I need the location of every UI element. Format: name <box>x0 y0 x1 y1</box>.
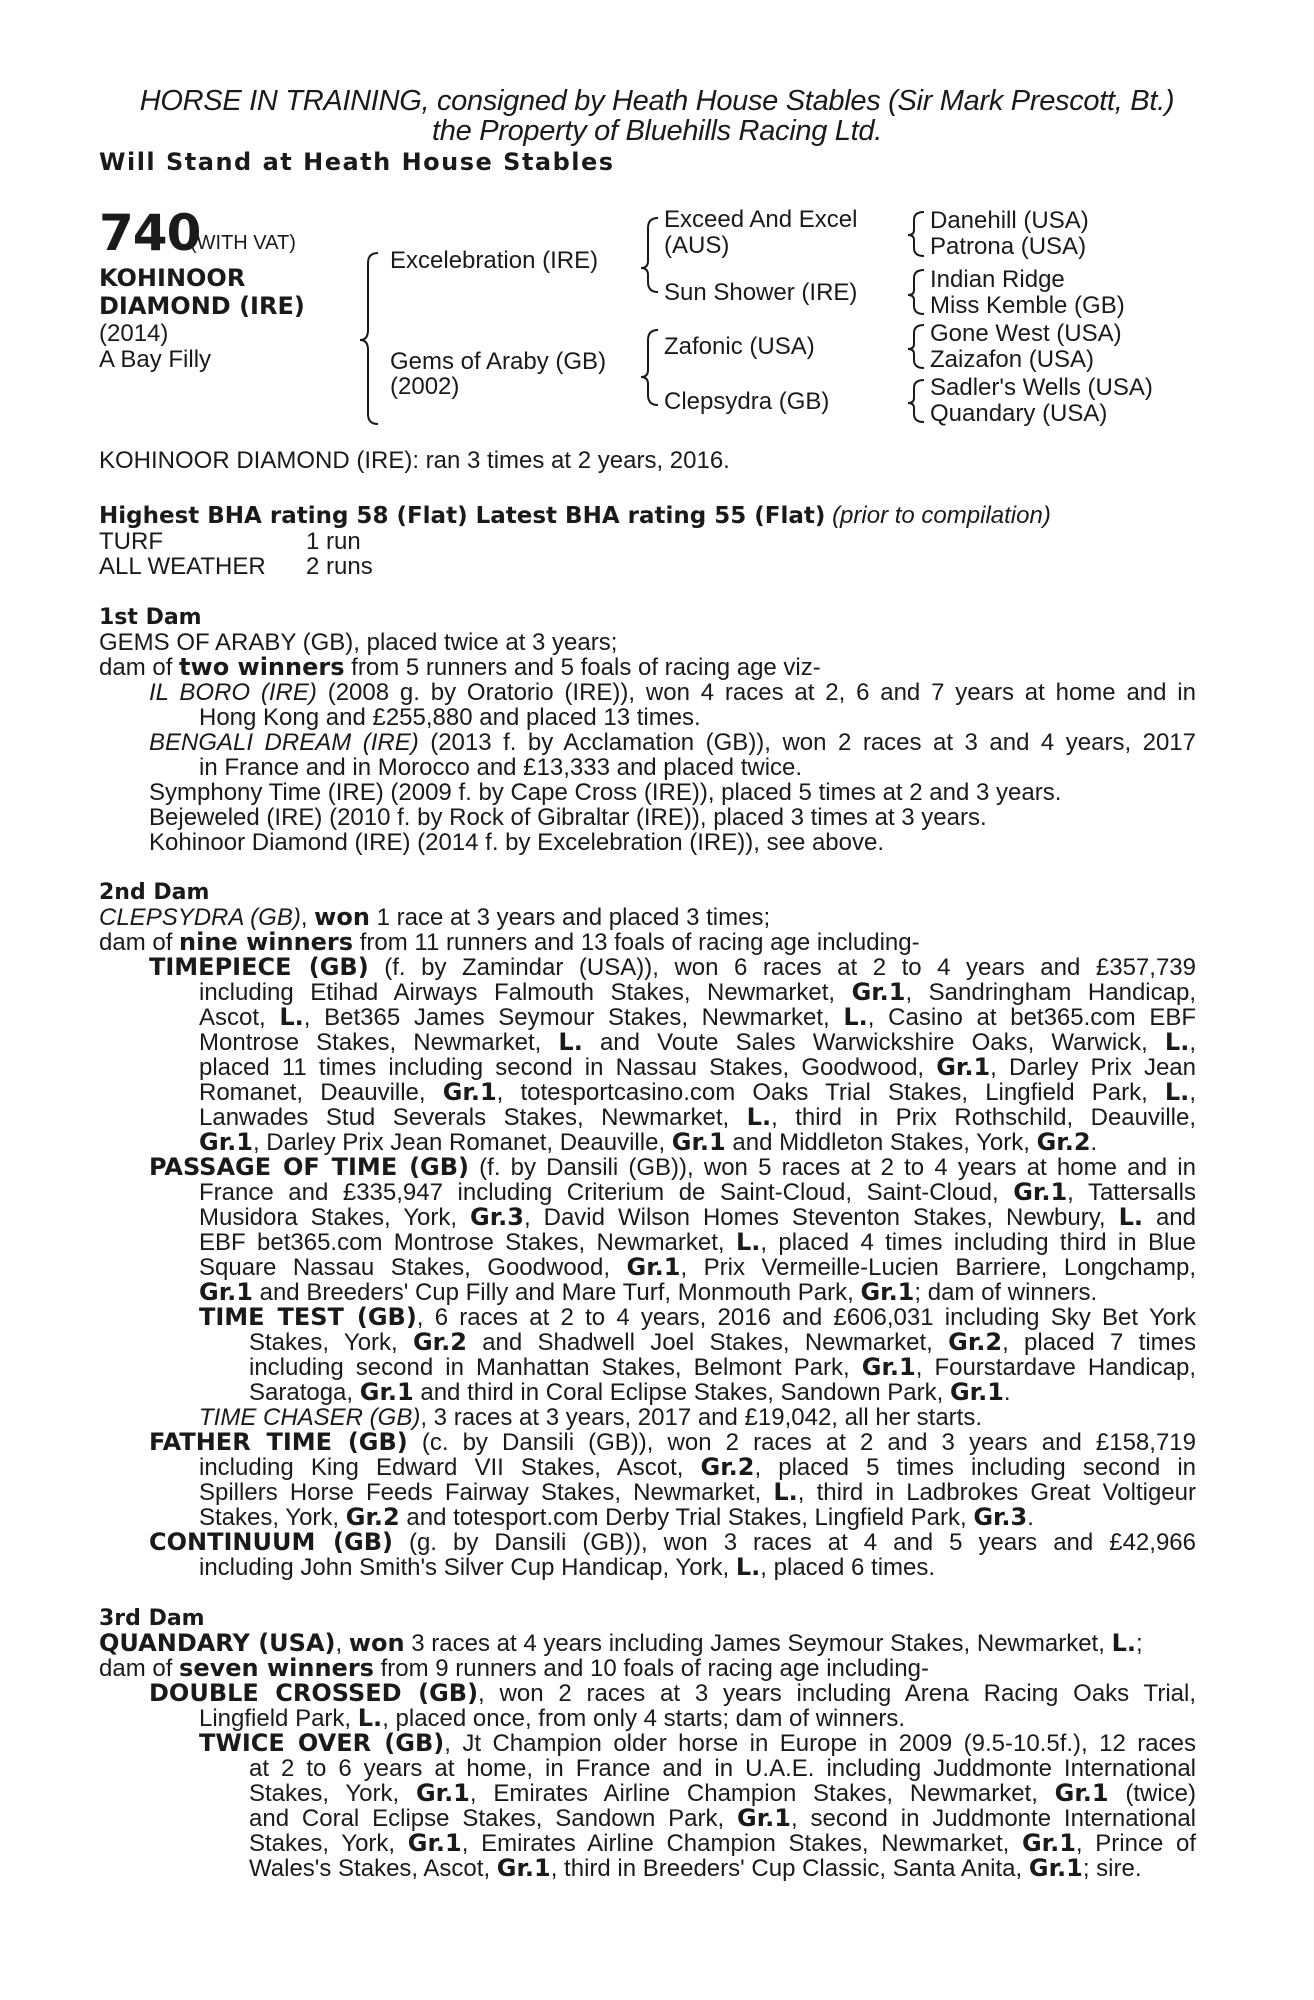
bracket-ss <box>908 212 924 256</box>
all-weather-label: ALL WEATHER <box>99 553 266 580</box>
horse-description: A Bay Filly <box>99 346 212 373</box>
horse-name-line2: DIAMOND (IRE) <box>99 292 305 320</box>
pedigree-dam-dam: Clepsydra (GB) <box>664 388 830 415</box>
bracket-main <box>360 253 378 424</box>
bracket-sire <box>641 218 658 292</box>
pedigree-gen3-8: Quandary (USA) <box>930 400 1108 427</box>
double-crossed-line1: DOUBLE CROSSED (GB), won 2 races at 3 years including Arena Racing Oaks Trial, <box>149 1679 1196 1707</box>
passage-of-time-line6: Gr.1 and Breeders' Cup Filly and Mare Turf, Monmouth Park, Gr.1; dam of winners. <box>199 1278 1098 1306</box>
continuum-line1: CONTINUUM (GB) (g. by Dansili (GB)), won 3 races at 4 and 5 years and £42,966 <box>149 1528 1196 1556</box>
all-weather-runs: 2 runs <box>306 553 373 580</box>
father-time-line2: including King Edward VII Stakes, Ascot, Gr.2, placed 5 times including second in <box>199 1453 1196 1481</box>
stand-location: Will Stand at Heath House Stables <box>99 148 615 176</box>
horse-name-line1: KOHINOOR <box>99 264 246 292</box>
passage-of-time-line5: Square Nassau Stakes, Goodwood, Gr.1, Prix Vermeille-Lucien Barriere, Longchamp, <box>199 1253 1196 1281</box>
race-summary: KOHINOOR DIAMOND (IRE): ran 3 times at 2 years, 2016. <box>99 447 730 474</box>
first-dam-heading: 1st Dam <box>99 605 202 630</box>
bha-ratings <box>99 503 1051 529</box>
vat-note: (WITH VAT) <box>190 232 296 254</box>
produce-il-boro-cont: Hong Kong and £255,880 and placed 13 times. <box>199 704 701 731</box>
timepiece-line7: Lanwades Stud Severals Stakes, Newmarket, L., third in Prix Rothschild, Deauville, <box>199 1103 1197 1131</box>
father-time-line4: Stakes, York, Gr.2 and totesport.com Derby Trial Stakes, Lingfield Park, Gr.3. <box>199 1503 1034 1531</box>
turf-label: TURF <box>99 528 163 555</box>
time-chaser-line: TIME CHASER (GB), 3 races at 3 years, 2017 and £19,042, all her starts. <box>199 1404 983 1431</box>
pedigree-dam: Gems of Araby (GB) <box>390 348 607 375</box>
father-time-line3: Spillers Horse Feeds Fairway Stakes, Newmarket, L., third in Ladbrokes Great Voltigeur <box>199 1478 1196 1506</box>
twice-over-line2: at 2 to 6 years at home, in France and in U.A.E. including Juddmonte International <box>249 1755 1196 1782</box>
twice-over-line1: TWICE OVER (GB), Jt Champion older horse in Europe in 2009 (9.5-10.5f.), 12 races <box>199 1729 1196 1757</box>
second-dam-heading: 2nd Dam <box>99 880 210 905</box>
property-line: the Property of Bluehills Racing Ltd. <box>432 115 882 147</box>
time-test-line3: including second in Manhattan Stakes, Belmont Park, Gr.1, Fourstardave Handicap, <box>249 1353 1196 1381</box>
twice-over-line4: and Coral Eclipse Stakes, Sandown Park, Gr.1, second in Juddmonte International <box>249 1804 1196 1832</box>
time-test-line1: TIME TEST (GB), 6 races at 2 to 4 years, 2016 and £606,031 including Sky Bet York <box>199 1303 1196 1331</box>
second-dam-produce: dam of nine winners from 11 runners and 13 foals of racing age including- <box>99 928 920 956</box>
produce-il-boro: IL BORO (IRE) (2008 g. by Oratorio (IRE)), won 4 races at 2, 6 and 7 years at home and in <box>149 679 1196 706</box>
timepiece-line6: Romanet, Deauville, Gr.1, totesportcasino.com Oaks Trial Stakes, Lingfield Park, L., <box>199 1078 1196 1106</box>
bracket-ds <box>908 325 924 368</box>
pedigree-sire-sire: Exceed And Excel <box>664 206 858 233</box>
third-dam-heading: 3rd Dam <box>99 1606 205 1631</box>
bracket-dd <box>908 380 924 422</box>
pedigree-gen3-5: Gone West (USA) <box>930 320 1122 347</box>
pedigree-gen3-1: Danehill (USA) <box>930 207 1089 234</box>
timepiece-line5: placed 11 times including second in Nassau Stakes, Goodwood, Gr.1, Darley Prix Jean <box>199 1053 1196 1081</box>
passage-of-time-line3: Musidora Stakes, York, Gr.3, David Wilson Homes Steventon Stakes, Newbury, L. and <box>199 1203 1196 1231</box>
timepiece-line3: Ascot, L., Bet365 James Seymour Stakes, Newmarket, L., Casino at bet365.com EBF <box>199 1003 1196 1031</box>
consignor-line: HORSE IN TRAINING, consigned by Heath House Stables (Sir Mark Prescott, Bt.) <box>139 85 1175 117</box>
first-dam-produce: dam of two winners from 5 runners and 5 foals of racing age viz- <box>99 653 821 681</box>
produce-bejeweled: Bejeweled (IRE) (2010 f. by Rock of Gibraltar (IRE)), placed 3 times at 3 years. <box>149 804 987 831</box>
ratings-text: Highest BHA rating 58 (Flat) Latest BHA rating 55 (Flat) <box>99 503 826 529</box>
second-dam-line: CLEPSYDRA (GB), won 1 race at 3 years and placed 3 times; <box>99 903 771 931</box>
timepiece-line4: Montrose Stakes, Newmarket, L. and Voute Sales Warwickshire Oaks, Warwick, L., <box>199 1028 1197 1056</box>
timepiece-line8: Gr.1, Darley Prix Jean Romanet, Deauville, Gr.1 and Middleton Stakes, York, Gr.2. <box>199 1128 1098 1156</box>
time-test-line4: Saratoga, Gr.1 and third in Coral Eclipse Stakes, Sandown Park, Gr.1. <box>249 1378 1011 1406</box>
pedigree-gen3-7: Sadler's Wells (USA) <box>930 374 1153 401</box>
continuum-line2: including John Smith's Silver Cup Handicap, York, L., placed 6 times. <box>199 1553 936 1581</box>
third-dam-produce: dam of seven winners from 9 runners and 10 foals of racing age including- <box>99 1654 929 1682</box>
twice-over-line5: Stakes, York, Gr.1, Emirates Airline Champion Stakes, Newmarket, Gr.1, Prince of <box>249 1829 1196 1857</box>
pedigree-gen3-6: Zaizafon (USA) <box>930 346 1095 373</box>
produce-bengali-dream-cont: in France and in Morocco and £13,333 and placed twice. <box>199 754 803 781</box>
pedigree-gen3-3: Indian Ridge <box>930 266 1065 293</box>
passage-of-time-line4: EBF bet365.com Montrose Stakes, Newmarket, L., placed 4 times including third in Blue <box>199 1228 1196 1256</box>
double-crossed-line2: Lingfield Park, L., placed once, from only 4 starts; dam of winners. <box>199 1704 906 1732</box>
passage-of-time-line2: France and £335,947 including Criterium de Saint-Cloud, Saint-Cloud, Gr.1, Tattersalls <box>199 1178 1196 1206</box>
passage-of-time-line1: PASSAGE OF TIME (GB) (f. by Dansili (GB)), won 5 races at 2 to 4 years at home and in <box>149 1153 1196 1181</box>
first-dam-line: GEMS OF ARABY (GB), placed twice at 3 years; <box>99 629 618 656</box>
timepiece-line2: including Etihad Airways Falmouth Stakes, Newmarket, Gr.1, Sandringham Handicap, <box>199 978 1196 1006</box>
pedigree-sire: Excelebration (IRE) <box>390 247 599 274</box>
pedigree-dam-sire: Zafonic (USA) <box>664 333 815 360</box>
time-test-line2: Stakes, York, Gr.2 and Shadwell Joel Stakes, Newmarket, Gr.2, placed 7 times <box>249 1328 1196 1356</box>
pedigree-dam-year: (2002) <box>390 373 460 400</box>
pedigree-gen3-4: Miss Kemble (GB) <box>930 292 1125 319</box>
bracket-sd <box>908 270 924 314</box>
pedigree-gen3-2: Patrona (USA) <box>930 233 1087 260</box>
timepiece-line1: TIMEPIECE (GB) (f. by Zamindar (USA)), won 6 races at 2 to 4 years and £357,739 <box>149 953 1196 981</box>
horse-year: (2014) <box>99 320 169 347</box>
bracket-dam <box>641 330 658 405</box>
produce-symphony-time: Symphony Time (IRE) (2009 f. by Cape Cross (IRE)), placed 5 times at 2 and 3 years. <box>149 779 1062 806</box>
third-dam-line: QUANDARY (USA), won 3 races at 4 years including James Seymour Stakes, Newmarket, L.; <box>99 1629 1143 1657</box>
ratings-note: (prior to compilation) <box>832 502 1051 529</box>
turf-runs: 1 run <box>306 528 361 555</box>
produce-bengali-dream: BENGALI DREAM (IRE) (2013 f. by Acclamation (GB)), won 2 races at 3 and 4 years, 2017 <box>149 729 1196 756</box>
lot-number: 740 <box>99 204 201 262</box>
twice-over-line3: Stakes, York, Gr.1, Emirates Airline Champion Stakes, Newmarket, Gr.1 (twice) <box>249 1779 1197 1807</box>
pedigree-sire-dam: Sun Shower (IRE) <box>664 279 858 306</box>
pedigree-sire-sire-country: (AUS) <box>664 232 730 259</box>
father-time-line1: FATHER TIME (GB) (c. by Dansili (GB)), won 2 races at 2 and 3 years and £158,719 <box>149 1428 1196 1456</box>
twice-over-line6: Wales's Stakes, Ascot, Gr.1, third in Breeders' Cup Classic, Santa Anita, Gr.1; sire. <box>249 1854 1142 1882</box>
produce-kohinoor-diamond: Kohinoor Diamond (IRE) (2014 f. by Excelebration (IRE)), see above. <box>149 829 885 856</box>
